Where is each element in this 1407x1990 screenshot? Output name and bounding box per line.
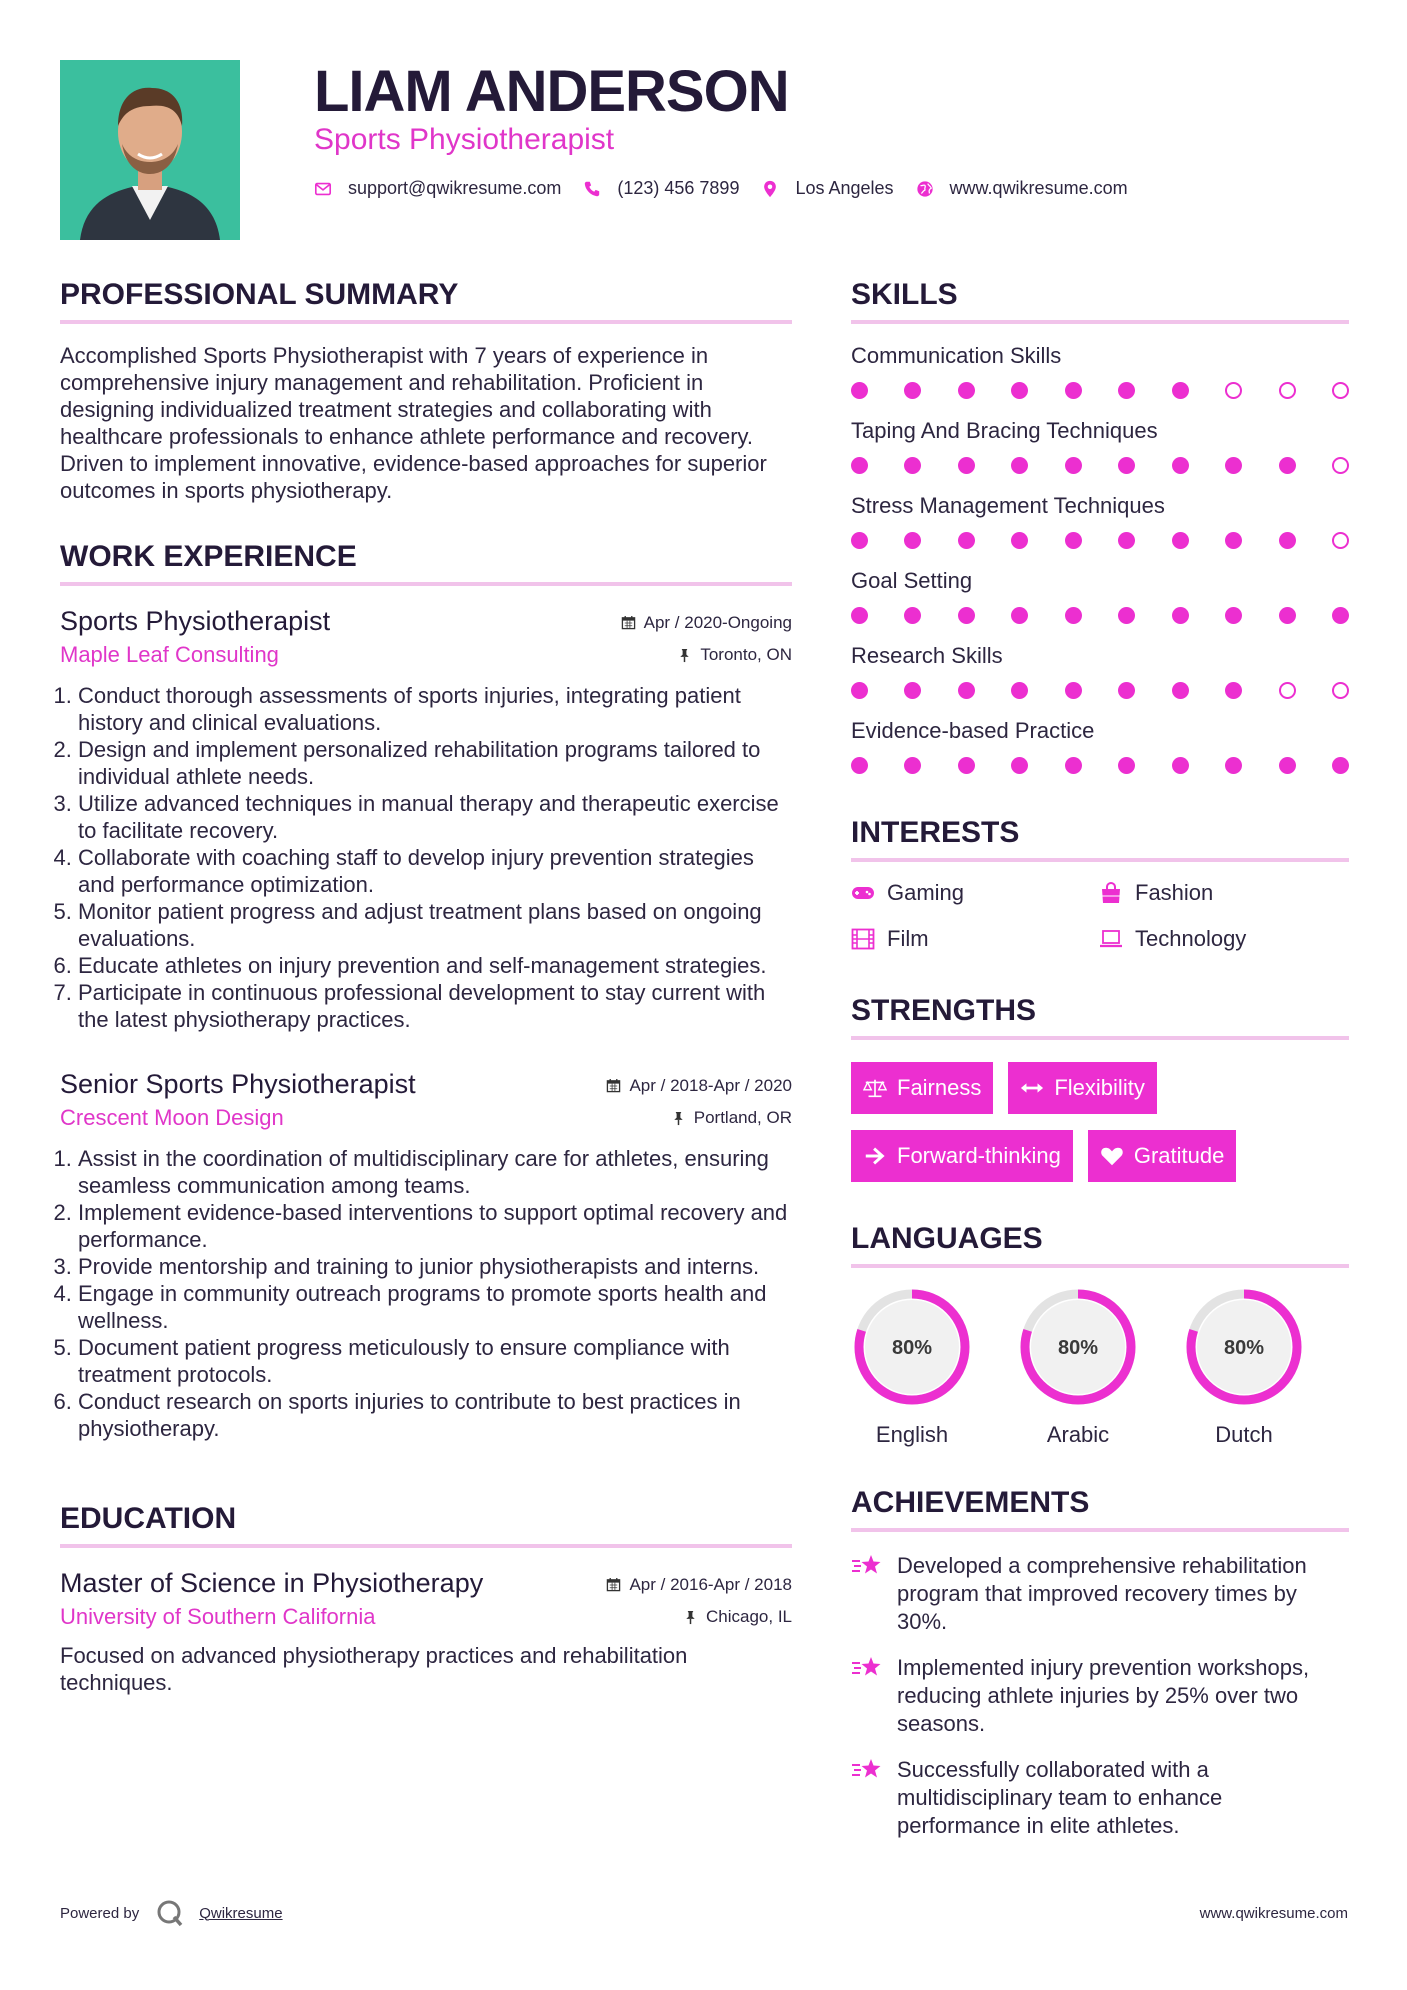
skill-name: Communication Skills — [851, 343, 1062, 368]
skill-item — [851, 417, 1349, 474]
duty-item: 1. Assist in the coordination of multidisciplinary care for athletes, ensuring seamless communication among teams. — [78, 1145, 792, 1199]
languages-section — [851, 1220, 1349, 1448]
qwikresume-logo-icon — [155, 1898, 185, 1928]
rating-dot-filled — [851, 457, 868, 474]
rating-dot-filled — [1172, 532, 1189, 549]
duty-item: 2. Implement evidence-based interventions to support optimal recovery and performance. — [78, 1199, 792, 1253]
rating-dot-filled — [1065, 757, 1082, 774]
phone-icon — [583, 180, 601, 198]
pushpin-icon — [683, 1610, 698, 1625]
strength-label: Fairness — [897, 1075, 982, 1100]
duty-item: 3. Provide mentorship and training to junior physiotherapists and interns. — [78, 1253, 792, 1280]
balance-scale-icon — [863, 1077, 887, 1099]
pushpin-icon — [677, 648, 692, 663]
job-location — [677, 645, 792, 665]
language-progress-ring — [851, 1286, 973, 1408]
rating-dot-filled — [958, 382, 975, 399]
rating-dot-empty — [1332, 532, 1349, 549]
contact-bar — [314, 178, 1150, 199]
rating-dot-filled — [1118, 682, 1135, 699]
rating-dot-filled — [1118, 607, 1135, 624]
skill-name: Evidence-based Practice — [851, 718, 1095, 743]
rating-dot-empty — [1279, 382, 1296, 399]
job-date-text: Apr / 2018-Apr / 2020 — [629, 1075, 792, 1095]
candidate-name: LIAM ANDERSON — [314, 59, 789, 124]
shooting-star-icon — [851, 1756, 883, 1784]
skill-rating — [851, 457, 1349, 474]
skill-rating — [851, 382, 1349, 399]
job-location-text: Portland, OR — [693, 1108, 792, 1127]
duty-item: 5. Monitor patient progress and adjust treatment plans based on ongoing evaluations. — [78, 898, 792, 952]
rating-dot-filled — [1065, 682, 1082, 699]
rating-dot-filled — [904, 382, 921, 399]
school-name: University of Southern California — [60, 1604, 376, 1629]
rating-dot-filled — [1172, 382, 1189, 399]
globe-icon — [916, 180, 934, 198]
rating-dot-filled — [1118, 757, 1135, 774]
duty-item: 4. Collaborate with coaching staff to develop injury prevention strategies and performance optimization. — [78, 844, 792, 898]
education-date-text: Apr / 2016-Apr / 2018 — [629, 1574, 792, 1594]
skill-rating — [851, 607, 1349, 624]
rating-dot-filled — [1332, 607, 1349, 624]
pushpin-icon — [671, 1111, 686, 1126]
skill-rating — [851, 757, 1349, 774]
rating-dot-filled — [904, 457, 921, 474]
language-progress-ring — [1183, 1286, 1305, 1408]
achievement-text: Successfully collaborated with a multidisciplinary team to enhance performance in elite athletes. — [897, 1757, 1223, 1838]
contact-phone-text: (123) 456 7899 — [617, 178, 740, 198]
skill-item — [851, 567, 1349, 624]
achievement-item — [851, 1756, 1349, 1840]
shopping-bag-icon — [1099, 881, 1123, 905]
section-divider — [60, 320, 792, 324]
rating-dot-filled — [1225, 457, 1242, 474]
rating-dot-filled — [1225, 607, 1242, 624]
rating-dot-filled — [851, 757, 868, 774]
rating-dot-filled — [1065, 532, 1082, 549]
rating-dot-empty — [1332, 682, 1349, 699]
languages-heading: LANGUAGES — [851, 1222, 1043, 1255]
company-name: Maple Leaf Consulting — [60, 642, 279, 667]
strength-label: Forward-thinking — [897, 1143, 1061, 1168]
rating-dot-filled — [1279, 532, 1296, 549]
rating-dot-filled — [1172, 757, 1189, 774]
section-divider — [851, 1528, 1349, 1532]
rating-dot-filled — [851, 382, 868, 399]
duty-item: 6. Conduct research on sports injuries to contribute to best practices in physiotherapy. — [78, 1388, 792, 1442]
contact-email[interactable] — [314, 178, 561, 199]
rating-dot-filled — [1011, 757, 1028, 774]
strength-label: Gratitude — [1133, 1143, 1225, 1168]
duty-item: 5. Document patient progress meticulously to ensure compliance with treatment protocols. — [78, 1334, 792, 1388]
job-duties — [60, 682, 792, 1033]
language-percent: 80% — [1223, 1337, 1265, 1359]
duty-item: 7. Participate in continuous professional development to stay current with the latest physiotherapy practices. — [78, 979, 792, 1033]
footer-powered-by — [60, 1898, 283, 1928]
strength-label: Flexibility — [1054, 1075, 1145, 1100]
job-entry — [60, 604, 792, 1033]
section-divider — [851, 320, 1349, 324]
job-date-text: Apr / 2020-Ongoing — [643, 612, 792, 632]
rating-dot-filled — [1279, 457, 1296, 474]
calendar-icon — [606, 1078, 621, 1093]
skills-section — [851, 276, 1349, 774]
job-location — [671, 1108, 792, 1128]
achievement-text: Developed a comprehensive rehabilitation program that improved recovery times by 30%. — [897, 1553, 1307, 1634]
rating-dot-filled — [1011, 532, 1028, 549]
education-location-text: Chicago, IL — [706, 1607, 792, 1626]
achievements-heading: ACHIEVEMENTS — [851, 1486, 1090, 1519]
interest-label: Fashion — [1135, 880, 1214, 905]
rating-dot-empty — [1279, 682, 1296, 699]
footer-url[interactable]: www.qwikresume.com — [1199, 1905, 1348, 1922]
experience-heading: WORK EXPERIENCE — [60, 540, 357, 573]
job-title: Senior Sports Physiotherapist — [60, 1069, 416, 1099]
duty-item: 6. Educate athletes on injury prevention and self-management strategies. — [78, 952, 792, 979]
profile-photo — [60, 60, 240, 240]
interests-list — [851, 880, 1349, 952]
rating-dot-filled — [958, 757, 975, 774]
education-description: Focused on advanced physiotherapy practices and rehabilitation techniques. — [60, 1643, 688, 1695]
rating-dot-filled — [1011, 607, 1028, 624]
location-icon — [761, 180, 779, 198]
language-name: Dutch — [1215, 1422, 1273, 1447]
contact-phone[interactable] — [583, 178, 739, 199]
rating-dot-filled — [1011, 382, 1028, 399]
skill-rating — [851, 682, 1349, 699]
gamepad-icon — [851, 881, 875, 905]
language-percent: 80% — [1057, 1337, 1099, 1359]
rating-dot-filled — [851, 682, 868, 699]
interest-label: Gaming — [887, 880, 965, 905]
rating-dot-empty — [1332, 382, 1349, 399]
job-location-text: Toronto, ON — [700, 645, 792, 664]
heart-icon — [1100, 1145, 1124, 1167]
rating-dot-filled — [1172, 682, 1189, 699]
language-item — [1017, 1286, 1139, 1448]
shooting-star-icon — [851, 1654, 883, 1682]
skill-name: Research Skills — [851, 643, 1003, 668]
left-column — [60, 276, 792, 1696]
language-percent: 80% — [891, 1337, 933, 1359]
skill-name: Stress Management Techniques — [851, 493, 1165, 518]
contact-location-text: Los Angeles — [795, 178, 894, 198]
rating-dot-filled — [904, 682, 921, 699]
section-divider — [60, 1544, 792, 1548]
language-item — [1183, 1286, 1305, 1448]
arrows-horizontal-icon — [1020, 1077, 1044, 1099]
rating-dot-filled — [958, 682, 975, 699]
strength-tag — [851, 1130, 1073, 1182]
achievements-section — [851, 1484, 1349, 1840]
section-divider — [60, 582, 792, 586]
skill-item — [851, 642, 1349, 699]
interests-section — [851, 814, 1349, 952]
brand-link[interactable]: Qwikresume — [199, 1904, 283, 1922]
duty-item: 3. Utilize advanced techniques in manual therapy and therapeutic exercise to facilitate recovery. — [78, 790, 792, 844]
duty-item: 2. Design and implement personalized rehabilitation programs tailored to individual athlete needs. — [78, 736, 792, 790]
strengths-heading: STRENGTHS — [851, 994, 1037, 1027]
interests-heading: INTERESTS — [851, 816, 1020, 849]
rating-dot-filled — [904, 532, 921, 549]
achievement-text: Implemented injury prevention workshops, reducing athlete injuries by 25% over two seasons. — [897, 1655, 1310, 1736]
rating-dot-filled — [1279, 607, 1296, 624]
right-column — [851, 276, 1349, 1840]
job-entry — [60, 1067, 792, 1442]
language-name: Arabic — [1046, 1422, 1110, 1447]
skill-item — [851, 492, 1349, 549]
education-section — [60, 1500, 792, 1696]
duty-item: 1. Conduct thorough assessments of sports injuries, integrating patient history and clinical evaluations. — [78, 682, 792, 736]
rating-dot-filled — [1011, 682, 1028, 699]
rating-dot-filled — [1118, 382, 1135, 399]
company-name: Crescent Moon Design — [60, 1105, 284, 1130]
interest-item — [1099, 926, 1349, 952]
summary-section — [60, 276, 792, 504]
job-duties — [60, 1145, 792, 1442]
rating-dot-empty — [1225, 382, 1242, 399]
summary-heading: PROFESSIONAL SUMMARY — [60, 278, 459, 311]
strength-tag — [851, 1062, 993, 1114]
language-item — [851, 1286, 973, 1448]
contact-website[interactable] — [916, 178, 1128, 199]
rating-dot-empty — [1332, 457, 1349, 474]
job-title: Sports Physiotherapist — [60, 606, 331, 636]
shooting-star-icon — [851, 1552, 883, 1580]
contact-location — [761, 178, 893, 199]
skill-name: Taping And Bracing Techniques — [851, 418, 1158, 443]
strengths-section — [851, 992, 1349, 1182]
strength-tag — [1088, 1130, 1237, 1182]
contact-website-text: www.qwikresume.com — [949, 178, 1128, 198]
experience-section — [60, 538, 792, 1442]
interest-label: Technology — [1135, 926, 1247, 951]
rating-dot-filled — [1118, 532, 1135, 549]
skill-item — [851, 342, 1349, 399]
summary-text: Accomplished Sports Physiotherapist with 7 years of experience in comprehensive injury management and rehabilitation. Proficient in designing individualized treatment strategies and collaborating with healthcare professionals to enhance athlete performance and recovery. Driven to implement innovative, evidence-based approaches for superior outcomes in sports physiotherapy. — [60, 343, 767, 503]
rating-dot-filled — [1279, 757, 1296, 774]
job-date — [621, 613, 792, 633]
film-icon — [851, 927, 875, 951]
rating-dot-filled — [958, 532, 975, 549]
language-name: English — [875, 1422, 949, 1447]
strength-tag — [1008, 1062, 1156, 1114]
job-date — [606, 1076, 792, 1096]
skill-item — [851, 717, 1349, 774]
rating-dot-filled — [958, 607, 975, 624]
section-divider — [851, 858, 1349, 862]
laptop-icon — [1099, 927, 1123, 951]
contact-email-text: support@qwikresume.com — [348, 178, 562, 198]
degree-title: Master of Science in Physiotherapy — [60, 1568, 484, 1598]
education-entry — [60, 1566, 792, 1696]
candidate-title: Sports Physiotherapist — [314, 123, 615, 156]
powered-by-text: Powered by — [60, 1904, 140, 1922]
rating-dot-filled — [1225, 532, 1242, 549]
skill-rating — [851, 532, 1349, 549]
achievement-item — [851, 1552, 1349, 1636]
rating-dot-filled — [904, 607, 921, 624]
rating-dot-filled — [958, 457, 975, 474]
rating-dot-filled — [1225, 757, 1242, 774]
rating-dot-filled — [1172, 457, 1189, 474]
language-progress-ring — [1017, 1286, 1139, 1408]
strengths-list — [851, 1062, 1349, 1182]
interest-item — [851, 926, 1099, 952]
rating-dot-filled — [1065, 607, 1082, 624]
portrait-image — [60, 60, 240, 240]
achievement-item — [851, 1654, 1349, 1738]
education-heading: EDUCATION — [60, 1502, 237, 1535]
calendar-icon — [606, 1577, 621, 1592]
skills-heading: SKILLS — [851, 278, 958, 311]
calendar-icon — [621, 615, 636, 630]
languages-list — [851, 1286, 1349, 1448]
rating-dot-filled — [904, 757, 921, 774]
rating-dot-filled — [1225, 682, 1242, 699]
email-icon — [314, 180, 332, 198]
section-divider — [851, 1036, 1349, 1040]
education-location — [683, 1607, 792, 1627]
rating-dot-filled — [1065, 457, 1082, 474]
interest-item — [851, 880, 1099, 906]
interest-label: Film — [887, 926, 929, 951]
education-date — [606, 1575, 792, 1595]
rating-dot-filled — [851, 607, 868, 624]
arrow-right-icon — [863, 1145, 887, 1167]
rating-dot-filled — [1332, 757, 1349, 774]
rating-dot-filled — [1172, 607, 1189, 624]
skills-list — [851, 342, 1349, 774]
duty-item: 4. Engage in community outreach programs to promote sports health and wellness. — [78, 1280, 792, 1334]
rating-dot-filled — [851, 532, 868, 549]
rating-dot-filled — [1065, 382, 1082, 399]
section-divider — [851, 1264, 1349, 1268]
interest-item — [1099, 880, 1349, 906]
skill-name: Goal Setting — [851, 568, 973, 593]
rating-dot-filled — [1118, 457, 1135, 474]
rating-dot-filled — [1011, 457, 1028, 474]
